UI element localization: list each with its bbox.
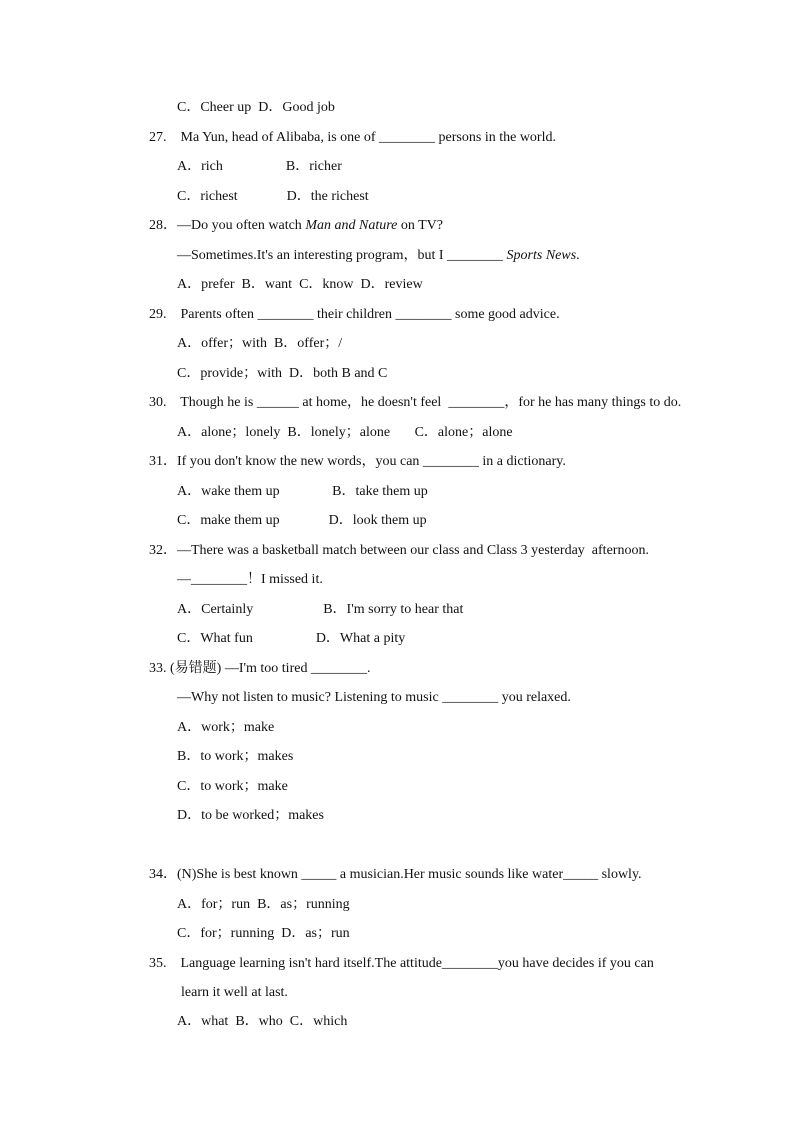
q33-option-b: B．to work；makes — [177, 749, 294, 764]
q32-stem: 32．—There was a basketball match between our class and Class 3 yesterday afternoon. — [149, 543, 649, 558]
q33-stem: 33. (易错题) —I'm too tired ________. — [149, 661, 371, 676]
q28-response — [177, 247, 580, 265]
q28-show-title: Sports News — [506, 248, 577, 263]
q30-stem: 30. Though he is ______ at home，he doesn't feel ________，for he has many things to do. — [149, 395, 682, 410]
q31-options-cd: C．make them up D．look them up — [177, 513, 427, 528]
q28-response-text-2: . — [576, 248, 580, 263]
q35-options: A．what B．who C．which — [177, 1014, 348, 1029]
q29-options-ab: A．offer；with B．offer；/ — [177, 336, 343, 351]
q31-options-ab: A．wake them up B．take them up — [177, 484, 428, 499]
q29-options-cd: C．provide；with D．both B and C — [177, 366, 388, 381]
q27-options-ab: A．rich B．richer — [177, 159, 342, 174]
q32-options-ab: A．Certainly B．I'm sorry to hear that — [177, 602, 464, 617]
q31-stem: 31．If you don't know the new words，you can ________ in a dictionary. — [149, 454, 566, 469]
q32-options-cd: C．What fun D．What a pity — [177, 631, 406, 646]
q34-options-cd: C．for；running D．as；run — [177, 926, 350, 941]
q32-response: —________！I missed it. — [177, 572, 323, 587]
q27-options-cd: C．richest D．the richest — [177, 189, 369, 204]
q33-option-a: A．work；make — [177, 720, 275, 735]
q27-stem: 27. Ma Yun, head of Alibaba, is one of ________ persons in the world. — [149, 130, 556, 145]
q35-stem-continued: learn it well at last. — [181, 985, 288, 1000]
q26-options-cd: C．Cheer up D．Good job — [177, 100, 335, 115]
q33-option-d: D．to be worked；makes — [177, 808, 324, 823]
q34-stem: 34．(N)She is best known _____ a musician.Her music sounds like water_____ slowly. — [149, 867, 642, 882]
q28-response-text-1: —Sometimes.It's an interesting program，but I ________ — [177, 248, 507, 263]
q28-stem-text-1: 28．—Do you often watch — [149, 218, 306, 233]
q33-option-c: C．to work；make — [177, 779, 288, 794]
q28-program-title: Man and Nature — [305, 218, 398, 233]
q29-stem: 29. Parents often ________ their children ________ some good advice. — [149, 307, 560, 322]
q35-stem: 35. Language learning isn't hard itself.The attitude________you have decides if you can — [149, 956, 654, 971]
q28-stem — [149, 217, 443, 235]
q34-options-ab: A．for；run B．as；running — [177, 897, 350, 912]
q28-options: A．prefer B．want C．know D．review — [177, 277, 423, 292]
q30-options: A．alone；lonely B．lonely；alone C．alone；alone — [177, 425, 513, 440]
q28-stem-text-2: on TV? — [397, 218, 443, 233]
q33-response: —Why not listen to music? Listening to music ________ you relaxed. — [177, 690, 571, 705]
